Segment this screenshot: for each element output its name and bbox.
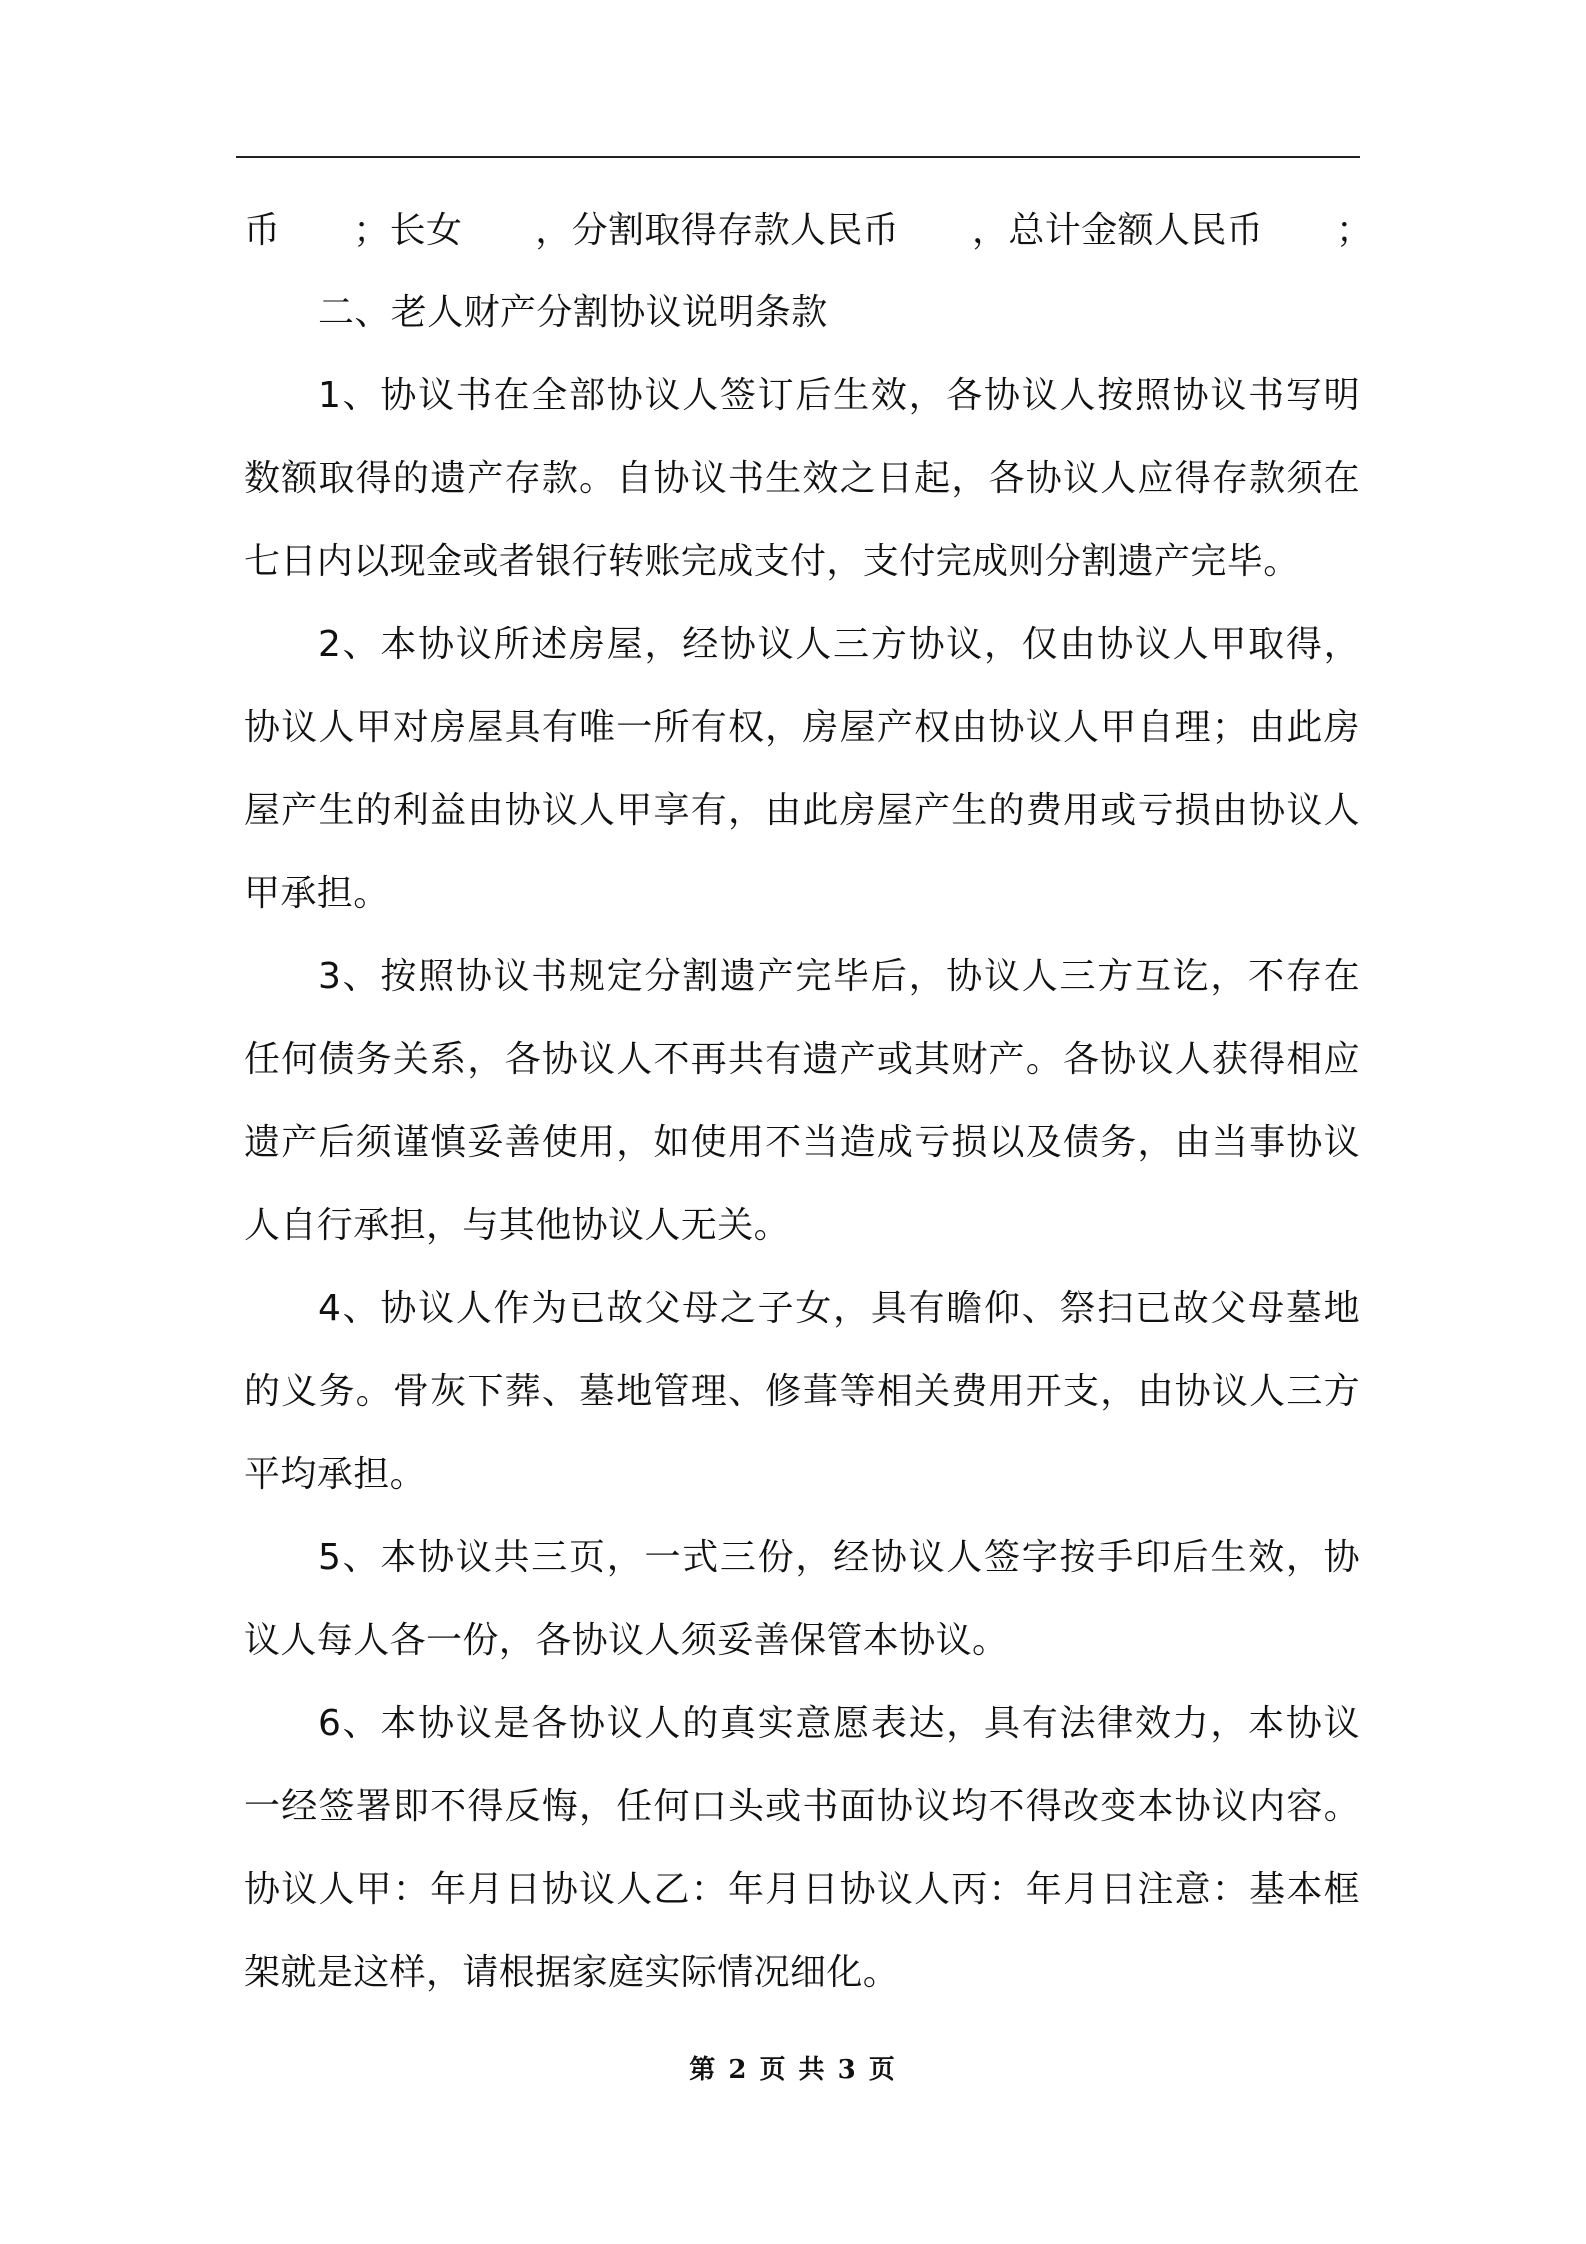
text-line: 人自行承担，与其他协议人无关。 (244, 1205, 791, 1246)
section-heading: 二、老人财产分割协议说明条款 (318, 292, 828, 333)
text-line: 1、协议书在全部协议人签订后生效，各协议人按照协议书写明 (318, 375, 1360, 416)
text-line: 遗产后须谨慎妥善使用，如使用不当造成亏损以及债务，由当事协议 (244, 1122, 1360, 1163)
text-line: 3、按照协议书规定分割遗产完毕后，协议人三方互讫，不存在 (318, 956, 1360, 997)
text-line: 议人每人各一份，各协议人须妥善保管本协议。 (244, 1620, 1009, 1661)
header-divider (236, 156, 1360, 158)
text-line: 2、本协议所述房屋，经协议人三方协议，仅由协议人甲取得， (318, 624, 1360, 665)
text-line: 协议人甲对房屋具有唯一所有权，房屋产权由协议人甲自理；由此房 (244, 707, 1360, 748)
text-line: 4、协议人作为已故父母之子女，具有瞻仰、祭扫已故父母墓地 (318, 1288, 1360, 1329)
text-line: 的义务。骨灰下葬、墓地管理、修葺等相关费用开支，由协议人三方 (244, 1371, 1360, 1412)
text-line: 一经签署即不得反悔，任何口头或书面协议均不得改变本协议内容。 (244, 1786, 1360, 1827)
text-line: 七日内以现金或者银行转账完成支付，支付完成则分割遗产完毕。 (244, 541, 1300, 582)
text-line: 币 ；长女 ，分割取得存款人民币 ，总计金额人民币 ； (244, 210, 1373, 251)
text-line: 任何债务关系，各协议人不再共有遗产或其财产。各协议人获得相应 (244, 1039, 1360, 1080)
text-line: 协议人甲：年月日协议人乙：年月日协议人丙：年月日注意：基本框 (244, 1869, 1360, 1910)
text-line: 6、本协议是各协议人的真实意愿表达，具有法律效力，本协议 (318, 1703, 1360, 1744)
text-line: 5、本协议共三页，一式三份，经协议人签字按手印后生效，协 (318, 1537, 1360, 1578)
text-line: 数额取得的遗产存款。自协议书生效之日起，各协议人应得存款须在 (244, 458, 1360, 499)
text-line: 平均承担。 (244, 1454, 427, 1495)
text-line: 甲承担。 (244, 873, 390, 914)
text-line: 屋产生的利益由协议人甲享有，由此房屋产生的费用或亏损由协议人 (244, 790, 1360, 831)
page-number-footer: 第 2 页 共 3 页 (689, 2055, 897, 2085)
text-line: 架就是这样，请根据家庭实际情况细化。 (244, 1952, 900, 1993)
